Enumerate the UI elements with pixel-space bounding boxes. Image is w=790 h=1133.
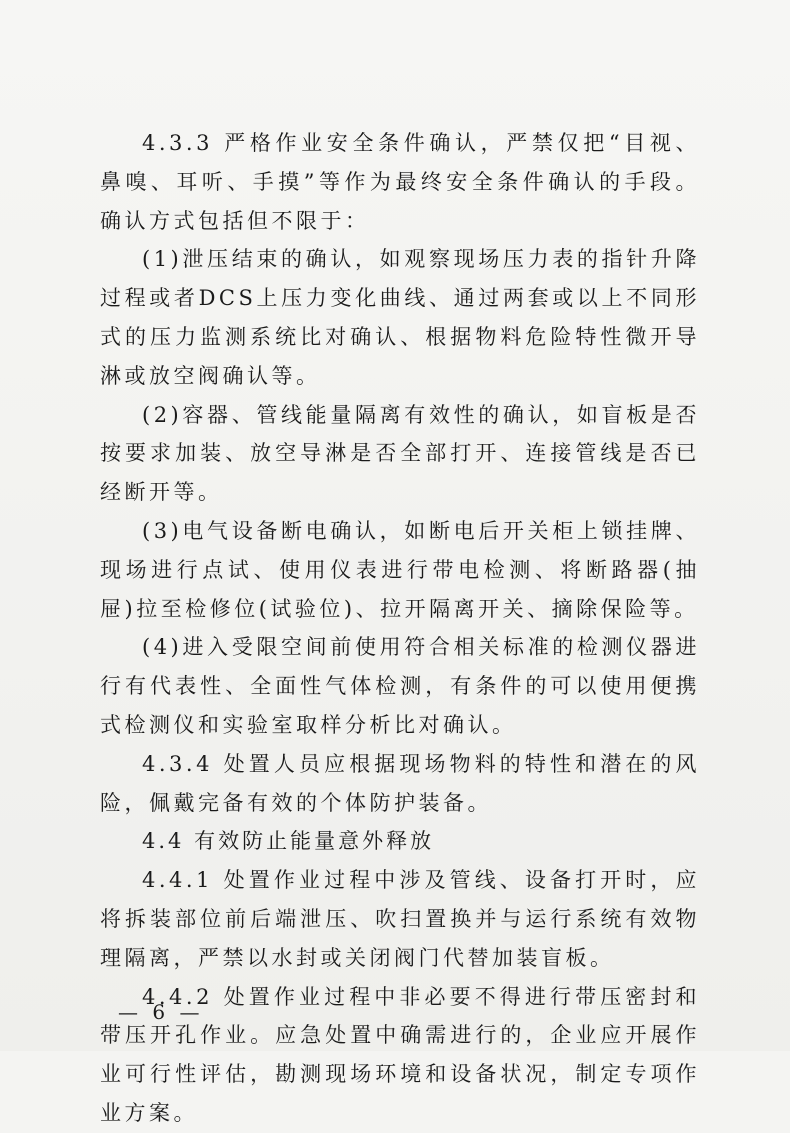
document-body	[100, 124, 700, 1133]
paragraph-4-4-1: 4.4.1 处置作业过程中涉及管线、设备打开时，应将拆装部位前后端泄压、吹扫置换并与运行系统有效物理隔离，严禁以水封或关闭阀门代替加装盲板。	[100, 868, 700, 970]
paragraph-4-3-3: 4.3.3 严格作业安全条件确认，严禁仅把“目视、鼻嗅、耳听、手摸”等作为最终安全条件确认的手段。确认方式包括但不限于：	[100, 131, 700, 233]
paragraph-4-3-4: 4.3.4 处置人员应根据现场物料的特性和潜在的风险，佩戴完备有效的个体防护装备。	[100, 751, 700, 815]
paragraph-4-4-2: 4.4.2 处置作业过程中非必要不得进行带压密封和带压开孔作业。应急处置中确需进行的，企业应开展作业可行性评估，勘测现场环境和设备状况，制定专项作业方案。	[100, 984, 700, 1125]
paragraph-item-4: (4)进入受限空间前使用符合相关标准的检测仪器进行有代表性、全面性气体检测，有条件的可以使用便携式检测仪和实验室取样分析比对确认。	[100, 635, 700, 737]
section-heading-4-4: 4.4 有效防止能量意外释放	[142, 829, 435, 854]
paragraph-item-3: (3)电气设备断电确认，如断电后开关柜上锁挂牌、现场进行点试、使用仪表进行带电检测、将断路器(抽屉)拉至检修位(试验位)、拉开隔离开关、摘除保险等。	[100, 518, 700, 621]
paragraph-item-2: (2)容器、管线能量隔离有效性的确认，如盲板是否按要求加装、放空导淋是否全部打开、连接管线是否已经断开等。	[100, 402, 700, 505]
paragraph-item-1: (1)泄压结束的确认，如观察现场压力表的指针升降过程或者DCS上压力变化曲线、通过两套或以上不同形式的压力监测系统比对确认、根据物料危险特性微开导淋或放空阀确认等。	[100, 247, 700, 388]
page-number: — 6 —	[118, 1000, 204, 1024]
